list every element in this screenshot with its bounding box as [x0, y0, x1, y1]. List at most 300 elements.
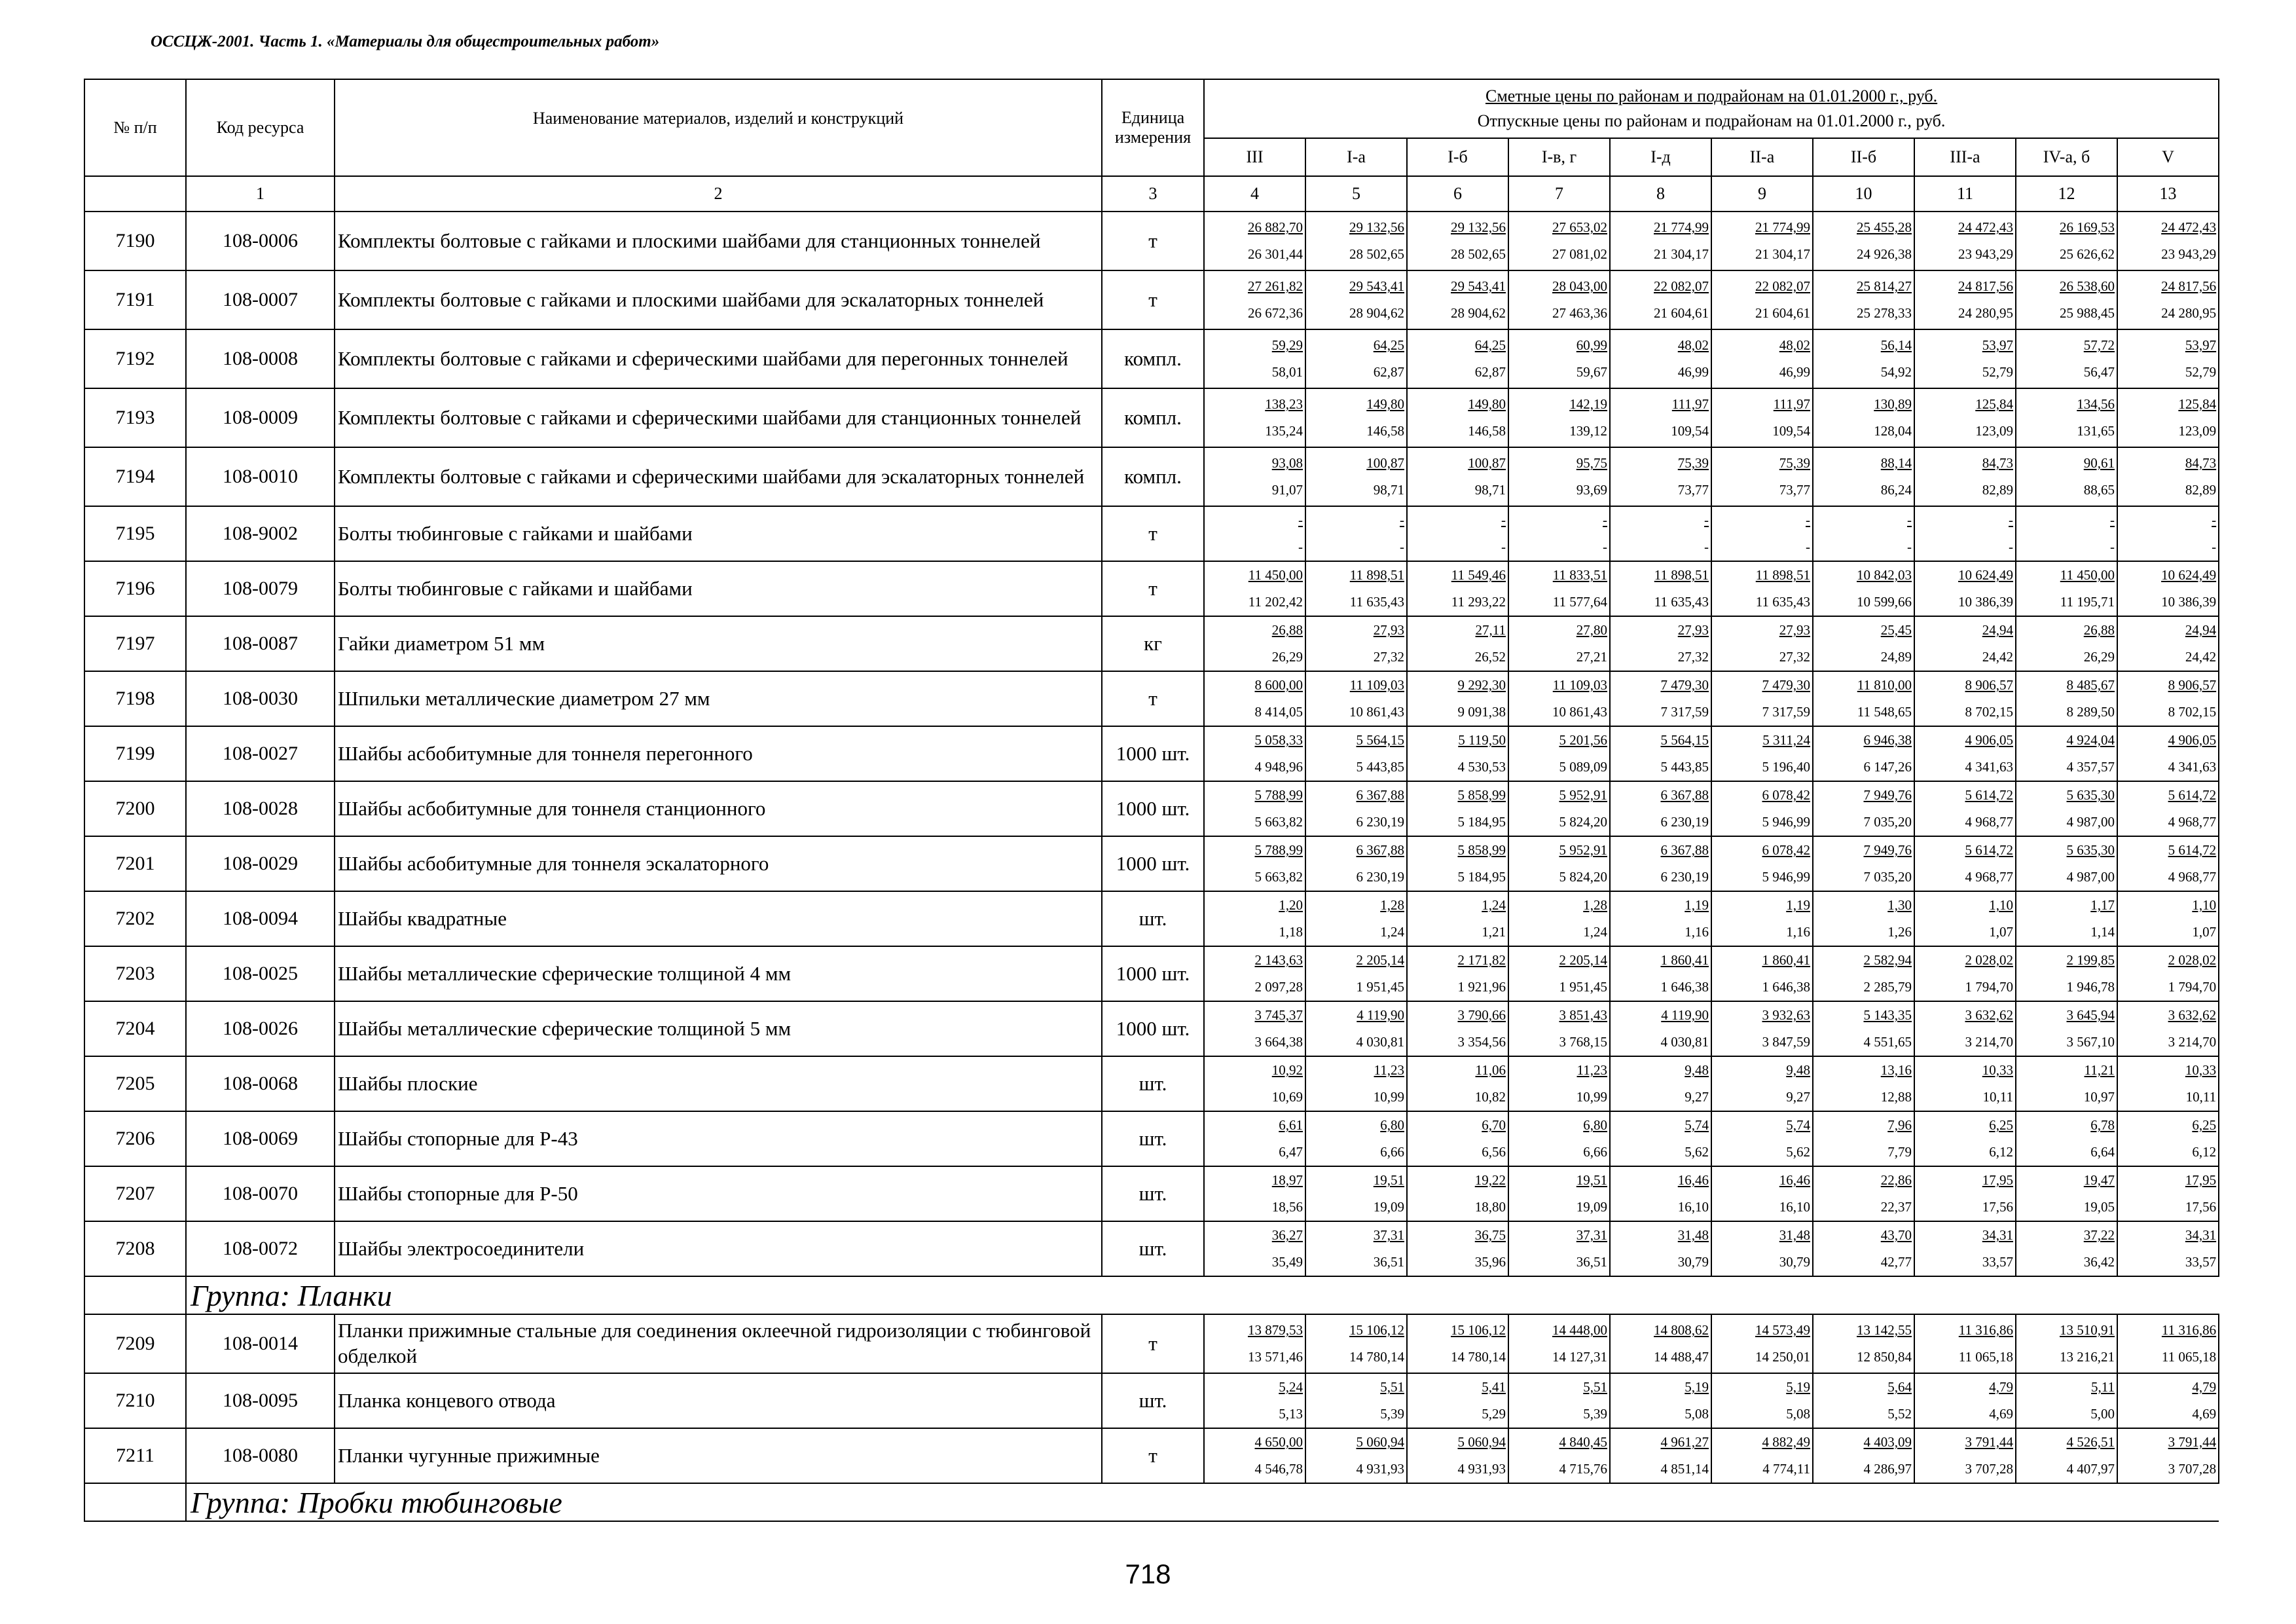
estimate-price: 125,84	[1975, 396, 2013, 413]
price-cell	[1204, 891, 1305, 946]
row-number: 7199	[84, 726, 186, 781]
estimate-price: 34,31	[2185, 1227, 2217, 1244]
release-price: 16,10	[1779, 1199, 1810, 1215]
price-cell	[1508, 329, 1610, 388]
resource-code: 108-0068	[186, 1056, 335, 1111]
unit: шт.	[1102, 1056, 1204, 1111]
estimate-price: 18,97	[1271, 1172, 1303, 1189]
estimate-price: 15 106,12	[1349, 1322, 1404, 1338]
price-cell	[1407, 616, 1508, 671]
release-price: 10,82	[1474, 1089, 1506, 1105]
estimate-price: 27 653,02	[1552, 219, 1607, 236]
price-cell	[1204, 726, 1305, 781]
release-price: 1 794,70	[1965, 979, 2013, 995]
release-price: 30,79	[1779, 1254, 1810, 1270]
release-price: 73,77	[1677, 482, 1709, 498]
price-cell	[1204, 781, 1305, 836]
release-price: 10,11	[1982, 1089, 2013, 1105]
release-price: 4 987,00	[2066, 814, 2115, 830]
price-cell	[1204, 946, 1305, 1001]
price-cell	[2117, 506, 2219, 561]
release-price: 4 530,53	[1457, 759, 1506, 775]
release-price: 4 774,11	[1762, 1461, 1810, 1477]
release-price: 6,12	[2192, 1144, 2217, 1160]
release-price: 5 946,99	[1762, 869, 1810, 885]
release-price: 42,77	[1880, 1254, 1912, 1270]
release-price: 7 317,59	[1762, 704, 1810, 720]
release-price: 1,18	[1279, 924, 1303, 940]
price-cell	[1610, 1111, 1711, 1166]
release-price: 30,79	[1677, 1254, 1709, 1270]
estimate-price: 4 119,90	[1661, 1007, 1709, 1024]
estimate-price: 6 367,88	[1660, 842, 1709, 858]
price-cell	[1305, 1221, 1407, 1276]
running-head: ОССЦЖ-2001. Часть 1. «Материалы для общестроительных работ»	[151, 33, 660, 50]
row-number: 7193	[84, 388, 186, 447]
release-price: 10 861,43	[1349, 704, 1404, 720]
resource-code: 108-0025	[186, 946, 335, 1001]
release-price: 135,24	[1265, 423, 1303, 439]
row-number: 7196	[84, 561, 186, 616]
estimate-price: 31,48	[1779, 1227, 1810, 1244]
price-cell	[1204, 212, 1305, 270]
price-cell	[2117, 1221, 2219, 1276]
unit: т	[1102, 561, 1204, 616]
estimate-price: 5 614,72	[1965, 787, 2013, 803]
estimate-price: 15 106,12	[1451, 1322, 1506, 1338]
row-number: 7190	[84, 212, 186, 270]
header-unit: Единица измерения	[1102, 79, 1204, 176]
estimate-price: 11 833,51	[1552, 567, 1607, 583]
resource-code: 108-0007	[186, 270, 335, 329]
estimate-price: 7 479,30	[1660, 677, 1709, 693]
release-price: 82,89	[1982, 482, 2013, 498]
row-number: 7197	[84, 616, 186, 671]
estimate-price: 5,19	[1685, 1379, 1709, 1395]
price-cell	[1914, 891, 2016, 946]
table-row	[84, 946, 2219, 1001]
table-row	[84, 447, 2219, 506]
estimate-price: 5,51	[1583, 1379, 1607, 1395]
resource-code: 108-0029	[186, 836, 335, 891]
price-cell	[2016, 506, 2117, 561]
price-cell	[1711, 447, 1813, 506]
price-cell	[1711, 616, 1813, 671]
release-price: 2 097,28	[1254, 979, 1303, 995]
release-price: 6 147,26	[1863, 759, 1912, 775]
material-name: Шайбы квадратные	[335, 891, 1102, 946]
estimate-price: 25 814,27	[1857, 278, 1912, 295]
estimate-price: 11 450,00	[1248, 567, 1303, 583]
price-cell	[1914, 1373, 2016, 1428]
unit: 1000 шт.	[1102, 781, 1204, 836]
price-cell	[1610, 561, 1711, 616]
estimate-price: 24 472,43	[2161, 219, 2217, 236]
estimate-price: 6 078,42	[1762, 787, 1810, 803]
estimate-price: 2 199,85	[2066, 952, 2115, 969]
estimate-price: 6 367,88	[1356, 787, 1404, 803]
unit: 1000 шт.	[1102, 1001, 1204, 1056]
release-price: 8 289,50	[2066, 704, 2115, 720]
estimate-price: -	[1501, 512, 1506, 528]
group-title: Группа: Планки	[186, 1276, 2219, 1314]
price-cell	[1305, 616, 1407, 671]
release-price: 27,32	[1373, 649, 1404, 665]
price-cell	[1407, 561, 1508, 616]
estimate-price: 3 791,44	[2168, 1434, 2217, 1450]
estimate-price: 28 043,00	[1552, 278, 1607, 295]
release-price: 3 214,70	[2168, 1034, 2217, 1050]
price-cell	[1813, 616, 1914, 671]
estimate-price: 11,23	[1576, 1062, 1607, 1079]
release-price: 26 301,44	[1248, 246, 1303, 262]
release-price: 1,14	[2090, 924, 2115, 940]
release-price: 10,69	[1271, 1089, 1303, 1105]
price-cell	[1914, 329, 2016, 388]
release-price: 35,96	[1474, 1254, 1506, 1270]
resource-code: 108-0010	[186, 447, 335, 506]
price-cell	[1204, 1428, 1305, 1483]
release-price: 19,09	[1576, 1199, 1607, 1215]
release-price: 25 626,62	[2060, 246, 2115, 262]
price-cell	[1508, 1373, 1610, 1428]
estimate-price: 5 635,30	[2066, 842, 2115, 858]
estimate-price: 22 082,07	[1755, 278, 1810, 295]
release-price: 9,27	[1685, 1089, 1709, 1105]
estimate-price: 8 485,67	[2066, 677, 2115, 693]
price-cell	[1711, 1001, 1813, 1056]
estimate-price: 29 132,56	[1349, 219, 1404, 236]
row-number: 7201	[84, 836, 186, 891]
price-cell	[1711, 388, 1813, 447]
column-number: 3	[1102, 176, 1204, 212]
release-price: 24,42	[2185, 649, 2217, 665]
estimate-price: 1,30	[1887, 897, 1912, 913]
price-cell	[2117, 1314, 2219, 1373]
price-cell	[1305, 726, 1407, 781]
resource-code: 108-0028	[186, 781, 335, 836]
price-cell	[1508, 726, 1610, 781]
price-cell	[1305, 561, 1407, 616]
price-cell	[1813, 506, 1914, 561]
estimate-price: 37,22	[2083, 1227, 2115, 1244]
estimate-price: 6,80	[1583, 1117, 1607, 1134]
estimate-price: 5 564,15	[1356, 732, 1404, 748]
column-number-blank	[84, 176, 186, 212]
price-cell	[1407, 270, 1508, 329]
estimate-price: 2 582,94	[1863, 952, 1912, 969]
release-price: 17,56	[1982, 1199, 2013, 1215]
estimate-price: 6 367,88	[1660, 787, 1709, 803]
price-cell	[1711, 1056, 1813, 1111]
price-cell	[1407, 1221, 1508, 1276]
release-price: 58,01	[1271, 364, 1303, 380]
estimate-price: 10,33	[1982, 1062, 2013, 1079]
price-cell	[1610, 671, 1711, 726]
estimate-price: 1,19	[1685, 897, 1709, 913]
price-cell	[1914, 671, 2016, 726]
release-price: 5 663,82	[1254, 814, 1303, 830]
price-cell	[1305, 1166, 1407, 1221]
release-price: 56,47	[2083, 364, 2115, 380]
price-cell	[2117, 616, 2219, 671]
release-price: 5 443,85	[1356, 759, 1404, 775]
price-cell	[1914, 1111, 2016, 1166]
release-price: 5,62	[1685, 1144, 1709, 1160]
release-price: 131,65	[2077, 423, 2115, 439]
estimate-price: 5 201,56	[1559, 732, 1607, 748]
estimate-price: 5 614,72	[2168, 842, 2217, 858]
release-price: 5 946,99	[1762, 814, 1810, 830]
estimate-price: 64,25	[1373, 337, 1404, 354]
price-cell	[1407, 212, 1508, 270]
estimate-price: 1,28	[1380, 897, 1404, 913]
release-price: 4,69	[1989, 1406, 2013, 1422]
row-number: 7211	[84, 1428, 186, 1483]
release-price: 28 502,65	[1349, 246, 1404, 262]
material-name: Гайки диаметром 51 мм	[335, 616, 1102, 671]
estimate-price: 3 645,94	[2066, 1007, 2115, 1024]
estimate-price: 57,72	[2083, 337, 2115, 354]
header-region: II-б	[1813, 138, 1914, 176]
estimate-price: 10 624,49	[1958, 567, 2013, 583]
price-cell	[1813, 212, 1914, 270]
release-price: 109,54	[1671, 423, 1709, 439]
price-cell	[1508, 212, 1610, 270]
estimate-price: 90,61	[2083, 455, 2115, 471]
estimate-price: 11,06	[1475, 1062, 1506, 1079]
release-price: 6 230,19	[1356, 814, 1404, 830]
release-price: 1 794,70	[2168, 979, 2217, 995]
row-number: 7194	[84, 447, 186, 506]
estimate-price: 1,20	[1279, 897, 1303, 913]
row-number: 7204	[84, 1001, 186, 1056]
table-row	[84, 1166, 2219, 1221]
price-cell	[1508, 506, 1610, 561]
release-price: 19,05	[2083, 1199, 2115, 1215]
price-cell	[1407, 447, 1508, 506]
price-cell	[1407, 726, 1508, 781]
resource-code: 108-0008	[186, 329, 335, 388]
price-cell	[1813, 1314, 1914, 1373]
estimate-price: 4 906,05	[2168, 732, 2217, 748]
estimate-price: -	[1603, 512, 1607, 528]
release-price: -	[1603, 539, 1607, 555]
estimate-price: 5 564,15	[1660, 732, 1709, 748]
release-price: 82,89	[2185, 482, 2217, 498]
release-price: -	[1298, 539, 1303, 555]
estimate-price: 1,10	[1989, 897, 2013, 913]
price-cell	[1508, 1111, 1610, 1166]
release-price: 5 184,95	[1457, 814, 1506, 830]
price-cell	[2016, 447, 2117, 506]
release-price: 26 672,36	[1248, 305, 1303, 321]
release-price: 1,07	[2192, 924, 2217, 940]
resource-code: 108-0080	[186, 1428, 335, 1483]
estimate-price: 10 842,03	[1857, 567, 1912, 583]
price-cell	[2016, 1221, 2117, 1276]
estimate-price: 4,79	[1989, 1379, 2013, 1395]
price-cell	[1610, 1001, 1711, 1056]
release-price: 1,21	[1482, 924, 1506, 940]
price-cell	[2117, 726, 2219, 781]
estimate-price: 24,94	[1982, 622, 2013, 638]
estimate-price: 1,10	[2192, 897, 2217, 913]
release-price: -	[1806, 539, 1810, 555]
estimate-price: 14 448,00	[1552, 1322, 1607, 1338]
price-cell	[1711, 671, 1813, 726]
release-price: 33,57	[1982, 1254, 2013, 1270]
release-price: 4 030,81	[1660, 1034, 1709, 1050]
resource-code: 108-0030	[186, 671, 335, 726]
estimate-price: 4 650,00	[1254, 1434, 1303, 1450]
price-cell	[1305, 946, 1407, 1001]
release-price: 3 768,15	[1559, 1034, 1607, 1050]
price-cell	[1610, 1373, 1711, 1428]
estimate-price: 48,02	[1677, 337, 1709, 354]
estimate-price: 16,46	[1677, 1172, 1709, 1189]
estimate-price: 27,93	[1779, 622, 1810, 638]
release-price: 12 850,84	[1857, 1349, 1912, 1365]
release-price: 5 663,82	[1254, 869, 1303, 885]
row-number: 7191	[84, 270, 186, 329]
estimate-price: 2 143,63	[1254, 952, 1303, 969]
price-cell	[1508, 1056, 1610, 1111]
estimate-price: 29 543,41	[1451, 278, 1506, 295]
group-title: Группа: Пробки тюбинговые	[186, 1483, 2219, 1521]
estimate-price: 43,70	[1880, 1227, 1912, 1244]
price-cell	[2117, 1166, 2219, 1221]
estimate-price: 75,39	[1677, 455, 1709, 471]
material-name: Болты тюбинговые с гайками и шайбами	[335, 506, 1102, 561]
price-cell	[1204, 1221, 1305, 1276]
price-cell	[1407, 891, 1508, 946]
estimate-price: 11 898,51	[1349, 567, 1404, 583]
estimate-price: 10,33	[2185, 1062, 2217, 1079]
estimate-price: -	[1907, 512, 1912, 528]
row-number: 7202	[84, 891, 186, 946]
price-cell	[1914, 447, 2016, 506]
release-price: 36,51	[1373, 1254, 1404, 1270]
price-cell	[1204, 1001, 1305, 1056]
material-name: Планки чугунные прижимные	[335, 1428, 1102, 1483]
release-price: 7 317,59	[1660, 704, 1709, 720]
estimate-price: 5 143,35	[1863, 1007, 1912, 1024]
release-price: 8 702,15	[2168, 704, 2217, 720]
unit: шт.	[1102, 1221, 1204, 1276]
release-price: 4 968,77	[1965, 814, 2013, 830]
release-price: 10 386,39	[1958, 594, 2013, 610]
release-price: 59,67	[1576, 364, 1607, 380]
estimate-price: 7 949,76	[1863, 787, 1912, 803]
unit: т	[1102, 506, 1204, 561]
release-price: 11 635,43	[1654, 594, 1709, 610]
release-price: 33,57	[2185, 1254, 2217, 1270]
release-price: 5 443,85	[1660, 759, 1709, 775]
estimate-price: 7 949,76	[1863, 842, 1912, 858]
estimate-price: -	[1806, 512, 1810, 528]
row-number: 7208	[84, 1221, 186, 1276]
price-cell	[1914, 946, 2016, 1001]
price-cell	[1305, 329, 1407, 388]
column-number: 7	[1508, 176, 1610, 212]
material-name: Шайбы электросоединители	[335, 1221, 1102, 1276]
column-number: 10	[1813, 176, 1914, 212]
price-cell	[1407, 388, 1508, 447]
group-row-blank	[84, 1483, 186, 1521]
group-row	[84, 1483, 2219, 1521]
estimate-price: 27,93	[1677, 622, 1709, 638]
resource-code: 108-0070	[186, 1166, 335, 1221]
release-price: 123,09	[2178, 423, 2217, 439]
estimate-price: 138,23	[1265, 396, 1303, 413]
price-cell	[1610, 891, 1711, 946]
estimate-price: 60,99	[1576, 337, 1607, 354]
price-cell	[1711, 506, 1813, 561]
release-price: 128,04	[1874, 423, 1912, 439]
release-price: 22,37	[1880, 1199, 1912, 1215]
estimate-price: 24 817,56	[1958, 278, 2013, 295]
estimate-price: 13,16	[1880, 1062, 1912, 1079]
release-price: 36,42	[2083, 1254, 2115, 1270]
estimate-price: 11 898,51	[1654, 567, 1709, 583]
release-price: 6,12	[1989, 1144, 2013, 1160]
estimate-price: 11,21	[2084, 1062, 2115, 1079]
header-region: I-д	[1610, 138, 1711, 176]
header-code: Код ресурса	[186, 79, 335, 176]
estimate-price: 31,48	[1677, 1227, 1709, 1244]
release-price: 98,71	[1474, 482, 1506, 498]
release-price: 10,99	[1373, 1089, 1404, 1105]
release-price: 5,08	[1786, 1406, 1810, 1422]
price-cell	[1813, 946, 1914, 1001]
release-price: 3 567,10	[2066, 1034, 2115, 1050]
price-cell	[1305, 671, 1407, 726]
unit: шт.	[1102, 891, 1204, 946]
table-row	[84, 1221, 2219, 1276]
price-cell	[1914, 726, 2016, 781]
price-cell	[1305, 1111, 1407, 1166]
estimate-price: 27,80	[1576, 622, 1607, 638]
resource-code: 108-0094	[186, 891, 335, 946]
column-number: 2	[335, 176, 1102, 212]
estimate-price: 6,61	[1279, 1117, 1303, 1134]
price-cell	[1711, 1314, 1813, 1373]
release-price: 146,58	[1366, 423, 1404, 439]
release-price: 14 250,01	[1755, 1349, 1810, 1365]
release-price: 4 968,77	[1965, 869, 2013, 885]
release-price: 1 951,45	[1356, 979, 1404, 995]
price-cell	[1711, 270, 1813, 329]
estimate-price: 2 171,82	[1457, 952, 1506, 969]
estimate-price: 4 906,05	[1965, 732, 2013, 748]
resource-code: 108-0014	[186, 1314, 335, 1373]
estimate-price: 93,08	[1271, 455, 1303, 471]
estimate-price: 27,11	[1475, 622, 1506, 638]
release-price: 28 502,65	[1451, 246, 1506, 262]
price-cell	[1610, 506, 1711, 561]
release-price: 9,27	[1786, 1089, 1810, 1105]
estimate-price: 6,80	[1380, 1117, 1404, 1134]
estimate-price: 6 078,42	[1762, 842, 1810, 858]
estimate-price: 64,25	[1474, 337, 1506, 354]
price-cell	[1711, 212, 1813, 270]
estimate-price: 10 624,49	[2161, 567, 2217, 583]
material-name: Шпильки металлические диаметром 27 мм	[335, 671, 1102, 726]
estimate-price: 11 109,03	[1349, 677, 1404, 693]
header-name: Наименование материалов, изделий и конструкций	[335, 79, 1102, 176]
estimate-price: 27 261,82	[1248, 278, 1303, 295]
